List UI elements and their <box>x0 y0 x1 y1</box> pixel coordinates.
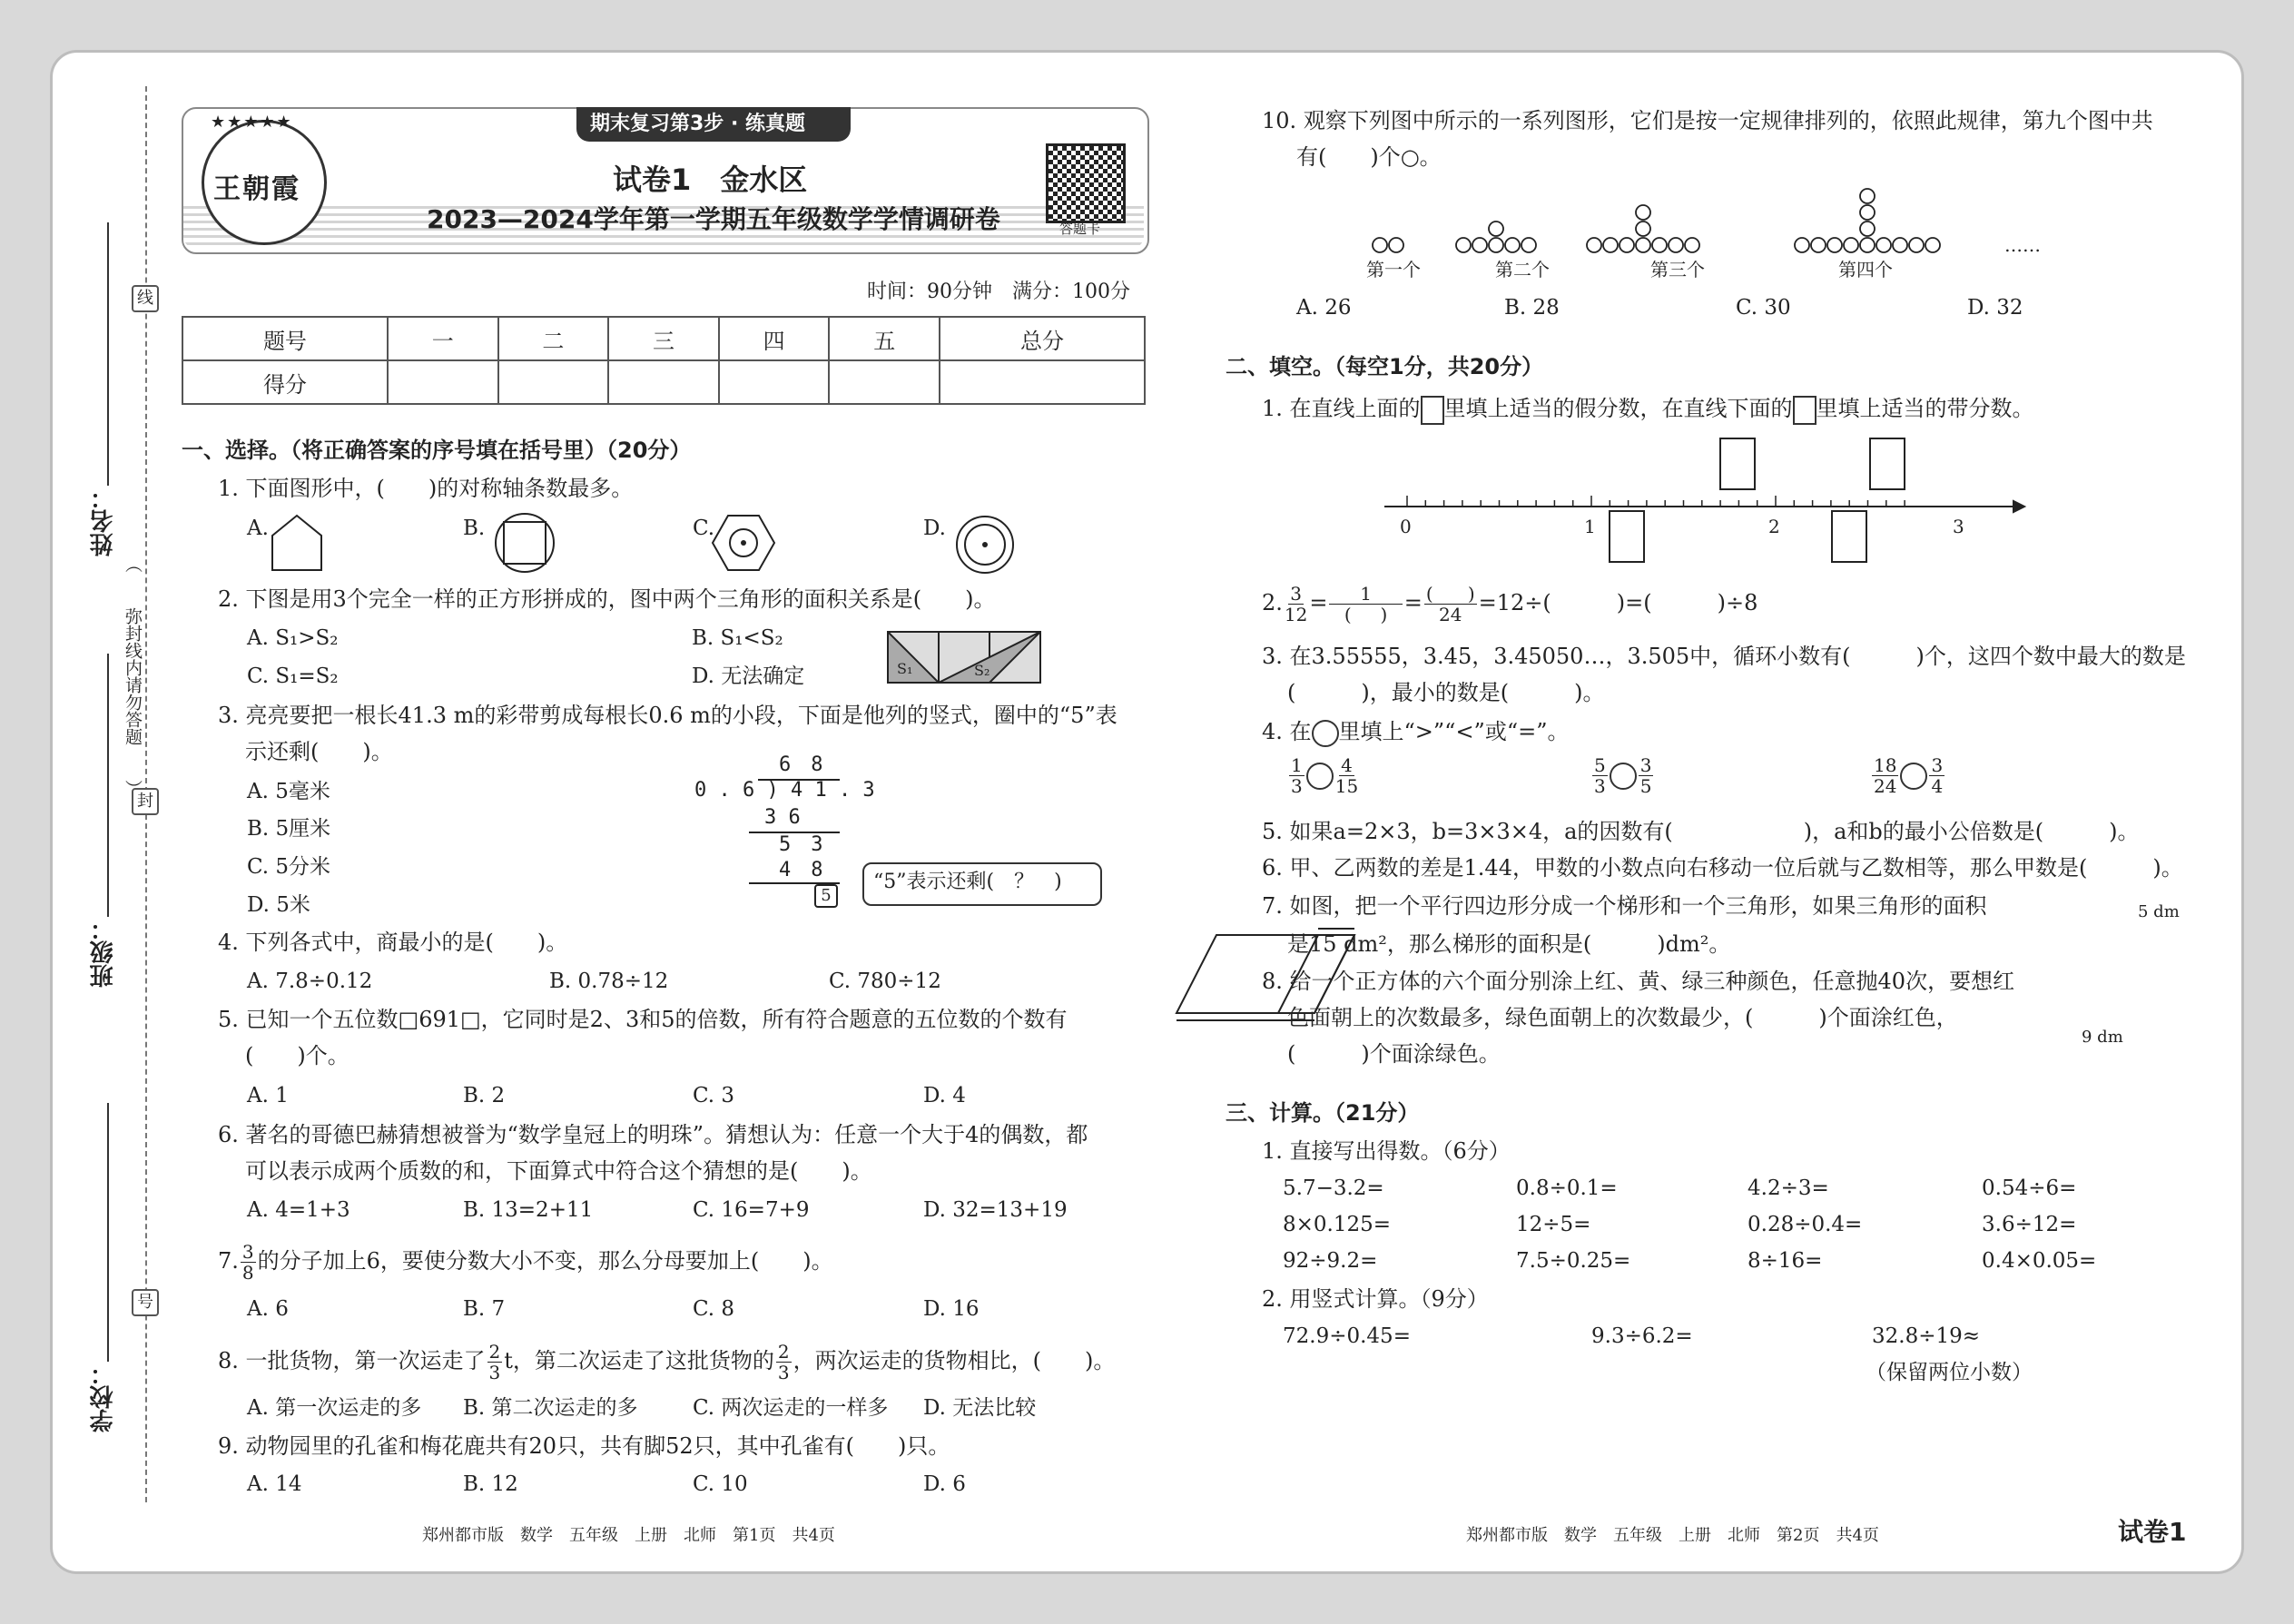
calc-1-item[interactable]: 5.7−3.2= <box>1283 1176 1384 1200</box>
q3-option-d[interactable]: D. 5米 <box>247 893 310 917</box>
class-label: 班级： <box>90 917 117 988</box>
q9-option-a[interactable]: A. 14 <box>247 1472 302 1496</box>
seal-number-marker: 号 <box>132 1289 159 1316</box>
question-8 <box>218 1342 1115 1383</box>
qr-code-icon <box>1046 143 1126 223</box>
q8-option-b[interactable]: B. 第二次运走的多 <box>463 1396 638 1420</box>
score-table <box>182 316 1146 405</box>
q8-option-c[interactable]: C. 两次运走的一样多 <box>693 1396 889 1420</box>
fill-4-text-a: 4. 在 <box>1262 719 1312 744</box>
score-cell[interactable] <box>940 360 1145 404</box>
question-3-line-1: 3. 亮亮要把一根长41.3 m的彩带剪成每根长0.6 m的小段，下面是他列的竖式，圈中的“5”表 <box>218 703 1117 728</box>
score-cell[interactable] <box>608 360 719 404</box>
q2-option-d[interactable]: D. 无法确定 <box>692 664 805 688</box>
class-field[interactable] <box>107 654 109 917</box>
question-1: 1. 下面图形中，( )的对称轴条数最多。 <box>218 476 634 501</box>
answer-box <box>1421 396 1444 425</box>
q7-number: 7. <box>218 1248 239 1274</box>
question-10-line-1: 10. 观察下列图中所示的一系列图形，它们是按一定规律排列的，依照此规律，第九个图中共 <box>1262 108 2153 133</box>
fill-8-line-1: 8. 给一个正方体的六个面分别涂上红、黄、绿三种颜色，任意抛40次，要想红 <box>1262 969 2015 994</box>
q10-option-d[interactable]: D. 32 <box>1967 296 2023 320</box>
score-cell[interactable] <box>388 360 498 404</box>
right-page-footer: 郑州都市版 数学 五年级 上册 北师 第2页 共4页 <box>1466 1526 1879 1545</box>
q9-option-b[interactable]: B. 12 <box>463 1472 518 1496</box>
q3-div-step2: 5 3 <box>779 833 823 856</box>
question-3-line-2: 示还剩( )。 <box>245 739 393 764</box>
school-field[interactable] <box>107 1103 109 1362</box>
fill-7-line-2: 是15 dm²，那么梯形的面积是( )dm²。 <box>1287 931 1731 957</box>
q8-text-b: t，第二次运走了这批货物的 <box>504 1348 774 1373</box>
q3-option-a[interactable]: A. 5毫米 <box>247 780 330 803</box>
paper-number-label: 试卷1 <box>2118 1517 2187 1547</box>
q6-option-b[interactable]: B. 13=2+11 <box>463 1198 594 1222</box>
logo-stars: ★★★★★ <box>211 113 293 132</box>
fill-1 <box>1262 392 2034 425</box>
fill-4-text-b: 里填上“>”“<”或“=”。 <box>1338 719 1570 744</box>
score-table-header: 五 <box>829 317 940 360</box>
pattern-label-1: 第一个 <box>1366 259 1421 281</box>
q2-option-c[interactable]: C. S₁=S₂ <box>247 664 339 688</box>
answer-box-above <box>1870 438 1905 489</box>
q3-remainder-circle: 5 <box>814 884 838 908</box>
q9-option-c[interactable]: C. 10 <box>693 1472 748 1496</box>
fill-3-line-2: ( )，最小的数是( )。 <box>1287 680 1605 705</box>
fill-3-line-1: 3. 在3.55555，3.45，3.45050…，3.505中，循环小数有( )个，这四个数中最大的数是 <box>1262 644 2186 669</box>
calc-1-item[interactable]: 0.4×0.05= <box>1982 1249 2097 1273</box>
q8-option-d[interactable]: D. 无法比较 <box>923 1396 1037 1420</box>
q10-option-b[interactable]: B. 28 <box>1504 296 1560 320</box>
fill-5: 5. 如果a=2×3，b=3×3×4，a的因数有( )，a和b的最小公倍数是( )。 <box>1262 819 2140 844</box>
name-label: 姓名： <box>90 486 117 556</box>
calc-2-title: 2. 用竖式计算。（9分） <box>1262 1286 1489 1312</box>
q5-option-c[interactable]: C. 3 <box>693 1084 735 1107</box>
fraction-blank-24: $\frac{( )}{24}$ <box>1425 583 1475 625</box>
q7-option-a[interactable]: A. 6 <box>247 1297 289 1321</box>
pattern-label-2: 第二个 <box>1495 259 1550 281</box>
q5-option-d[interactable]: D. 4 <box>923 1084 966 1107</box>
q9-option-d[interactable]: D. 6 <box>923 1472 966 1496</box>
q3-option-c[interactable]: C. 5分米 <box>247 855 331 879</box>
score-table-header: 一 <box>388 317 498 360</box>
fraction-3-12: $\frac{3}{12}$ <box>1284 583 1308 625</box>
question-4: 4. 下列各式中，商最小的是( )。 <box>218 930 568 955</box>
q10-option-c[interactable]: C. 30 <box>1736 296 1791 320</box>
question-6-line-2: 可以表示成两个质数的和，下面算式中符合这个猜想的是( )。 <box>245 1158 872 1184</box>
paper-title: 试卷1 金水区 <box>613 162 808 197</box>
q2-option-b[interactable]: B. S₁<S₂ <box>692 626 783 650</box>
answer-box-below <box>1832 511 1866 562</box>
score-row-label: 得分 <box>182 360 388 404</box>
q3-div-dividend: 0 . 6 ) 4 1 . 3 <box>694 779 875 802</box>
banner-text: 期末复习第3步 · 练真题 <box>590 113 805 135</box>
q2-option-a[interactable]: A. S₁>S₂ <box>247 626 339 650</box>
question-7 <box>218 1242 833 1283</box>
fill-1-text-c: 里填上适当的带分数。 <box>1816 396 2034 421</box>
calc-2-item[interactable]: 9.3÷6.2= <box>1591 1324 1693 1348</box>
calc-1-item[interactable]: 0.28÷0.4= <box>1748 1213 1863 1236</box>
compare-circle[interactable] <box>1900 763 1927 790</box>
q3-div-step3: 4 8 <box>779 859 823 881</box>
question-5-line-1: 5. 已知一个五位数□691□，它同时是2、3和5的倍数，所有符合题意的五位数的个数有 <box>218 1007 1068 1032</box>
q5-option-b[interactable]: B. 2 <box>463 1084 506 1107</box>
q7-option-c[interactable]: C. 8 <box>693 1297 735 1321</box>
logo-text: 王朝霞 <box>213 173 300 205</box>
compare-2: $\frac{5}{3}$ $\frac{3}{5}$ <box>1594 754 1652 797</box>
calc-1-item[interactable]: 0.54÷6= <box>1982 1176 2077 1200</box>
fill-1-text-a: 1. 在直线上面的 <box>1262 396 1421 421</box>
fill-2-text: =12÷( )=( )÷8 <box>1478 590 1758 615</box>
fill-6: 6. 甲、乙两数的差是1.44，甲数的小数点向右移动一位后就与乙数相等，那么甲数是( )。 <box>1262 855 2183 881</box>
q4-option-b[interactable]: B. 0.78÷12 <box>549 969 669 993</box>
q8-text-a: 8. 一批货物，第一次运走了 <box>218 1348 486 1373</box>
q6-option-a[interactable]: A. 4=1+3 <box>247 1198 350 1222</box>
seal-seal-marker: 封 <box>132 788 159 815</box>
score-table-header: 四 <box>719 317 830 360</box>
hexagon-dot-shape <box>713 516 774 570</box>
calc-1-item[interactable]: 3.6÷12= <box>1982 1213 2077 1236</box>
score-table-header-row <box>182 317 1145 360</box>
q1-figures <box>263 508 1035 581</box>
axis-label-0: 0 <box>1400 516 1412 537</box>
paper-subtitle: 2023—2024学年第一学期五年级数学学情调研卷 <box>427 204 1000 234</box>
q6-option-d[interactable]: D. 32=13+19 <box>923 1198 1068 1222</box>
question-9: 9. 动物园里的孔雀和梅花鹿共有20只，共有脚52只，其中孔雀有( )只。 <box>218 1433 950 1459</box>
score-table-header: 三 <box>608 317 719 360</box>
score-table-score-row <box>182 360 1145 404</box>
q4-option-c[interactable]: C. 780÷12 <box>829 969 941 993</box>
question-10-line-2: 有( )个○。 <box>1296 144 1442 170</box>
q5-option-a[interactable]: A. 1 <box>247 1084 289 1107</box>
compare-circle[interactable] <box>1306 763 1334 790</box>
q3-div-quotient: 6 8 <box>779 753 823 776</box>
axis-label-1: 1 <box>1584 516 1596 537</box>
calc-1-item[interactable]: 8÷16= <box>1748 1249 1823 1273</box>
calc-1-title: 1. 直接写出得数。（6分） <box>1262 1138 1511 1164</box>
score-cell[interactable] <box>719 360 830 404</box>
number-line <box>1375 431 2029 567</box>
q8-option-a[interactable]: A. 第一次运走的多 <box>247 1396 422 1420</box>
fill-4 <box>1262 715 1569 748</box>
calc-1-item[interactable]: 7.5÷0.25= <box>1516 1249 1631 1273</box>
q8-text-c: ，两次运走的货物相比，( )。 <box>793 1348 1116 1373</box>
q10-circle-patterns <box>1371 177 1970 259</box>
q7-text: 的分子加上6，要使分数大小不变，那么分母要加上( )。 <box>257 1248 833 1274</box>
name-field[interactable] <box>107 222 109 486</box>
q7-option-b[interactable]: B. 7 <box>463 1297 506 1321</box>
calc-1-item[interactable]: 0.8÷0.1= <box>1516 1176 1618 1200</box>
calc-2-note: （保留两位小数） <box>1866 1361 2033 1384</box>
q2-label-s1: S₁ <box>897 660 913 677</box>
score-cell[interactable] <box>829 360 940 404</box>
fraction-3-8: $\frac{3}{8}$ <box>241 1241 254 1284</box>
calc-1-item[interactable]: 92÷9.2= <box>1283 1249 1378 1273</box>
answer-box-below <box>1610 511 1644 562</box>
pentagon-shape <box>272 516 321 570</box>
school-label: 学校： <box>90 1362 117 1432</box>
time-score-info: 时间：90分钟 满分：100分 <box>867 281 1130 303</box>
q3-option-b[interactable]: B. 5厘米 <box>247 817 331 841</box>
q7-option-d[interactable]: D. 16 <box>923 1297 980 1321</box>
label-9dm: 9 dm <box>2082 1028 2123 1047</box>
section-1-title: 一、选择。（将正确答案的序号填在括号里）（20分） <box>182 438 692 463</box>
answer-box <box>1793 396 1816 425</box>
compare-circle[interactable] <box>1610 763 1637 790</box>
calc-1-item[interactable]: 12÷5= <box>1516 1213 1591 1236</box>
section-3-title: 三、计算。（21分） <box>1226 1100 1420 1126</box>
fill-7-line-1: 7. 如图，把一个平行四边形分成一个梯形和一个三角形，如果三角形的面积 <box>1262 893 1987 919</box>
q1-option-b[interactable]: B. <box>463 517 486 540</box>
logo-seal <box>202 120 327 245</box>
q3-bubble-text: “5”表示还剩( ？ ) <box>873 871 1062 893</box>
question-6-line-1: 6. 著名的哥德巴赫猜想被誉为“数学皇冠上的明珠”。猜想认为：任意一个大于4的偶数，都 <box>218 1122 1088 1147</box>
calc-1-item[interactable]: 8×0.125= <box>1283 1213 1392 1236</box>
q10-option-a[interactable]: A. 26 <box>1296 296 1352 320</box>
q3-div-step1: 3 6 <box>764 806 801 829</box>
pattern-ellipsis: …… <box>2004 234 2041 256</box>
q1-option-d[interactable]: D. <box>923 517 946 540</box>
q1-option-c[interactable]: C. <box>693 517 715 540</box>
score-table-header: 二 <box>498 317 609 360</box>
fraction-2-3: $\frac{2}{3}$ <box>488 1341 501 1383</box>
compare-1: $\frac{1}{3}$ $\frac{4}{15}$ <box>1291 754 1359 797</box>
concentric-circles-shape <box>957 517 1013 573</box>
q2-label-s2: S₂ <box>974 662 990 679</box>
score-table-header: 总分 <box>940 317 1145 360</box>
compare-circle <box>1312 720 1339 747</box>
fill-1-text-b: 里填上适当的假分数，在直线下面的 <box>1443 396 1793 421</box>
fraction-1-blank: $\frac{1}{( )}$ <box>1331 583 1401 625</box>
pattern-label-3: 第三个 <box>1650 259 1705 281</box>
section-2-title: 二、填空。（每空1分，共20分） <box>1226 354 1544 379</box>
compare-3: $\frac{18}{24}$ $\frac{3}{4}$ <box>1874 754 1944 797</box>
score-table-header: 题号 <box>182 317 388 360</box>
score-cell[interactable] <box>498 360 609 404</box>
calc-2-item[interactable]: 32.8÷19≈ <box>1872 1324 1981 1348</box>
answer-box-above <box>1720 438 1755 489</box>
fill-8-line-2: 色面朝上的次数最多，绿色面朝上的次数最少，( )个面涂红色， <box>1287 1005 1958 1030</box>
axis-label-3: 3 <box>1953 516 1964 537</box>
question-2: 2. 下图是用3个完全一样的正方形拼成的，图中两个三角形的面积关系是( )。 <box>218 586 996 612</box>
q1-option-a[interactable]: A. <box>247 517 269 540</box>
fraction-2-3: $\frac{2}{3}$ <box>777 1341 790 1383</box>
q6-option-c[interactable]: C. 16=7+9 <box>693 1198 810 1222</box>
seal-line-marker: 线 <box>132 285 159 312</box>
calc-1-item[interactable]: 4.2÷3= <box>1748 1176 1829 1200</box>
pattern-label-4: 第四个 <box>1838 259 1893 281</box>
axis-label-2: 2 <box>1768 516 1780 537</box>
q4-option-a[interactable]: A. 7.8÷0.12 <box>247 969 373 993</box>
square-in-circle-shape <box>496 514 554 572</box>
question-5-line-2: ( )个。 <box>245 1043 350 1068</box>
left-page-footer: 郑州都市版 数学 五年级 上册 北师 第1页 共4页 <box>422 1526 835 1545</box>
qr-label: 答题卡 <box>1059 221 1101 237</box>
no-answer-warning: （ 弥封线内请勿答题 ） <box>123 556 143 797</box>
calc-2-item[interactable]: 72.9÷0.45= <box>1283 1324 1411 1348</box>
fill-8-line-3: ( )个面涂绿色。 <box>1287 1041 1501 1067</box>
label-5dm: 5 dm <box>2138 902 2180 921</box>
fill-2: 2. $\frac{3}{12}$ = $\frac{1}{( )}$ = $\frac{( )}{24}$ =12÷( )=( )÷8 <box>1262 583 1758 625</box>
